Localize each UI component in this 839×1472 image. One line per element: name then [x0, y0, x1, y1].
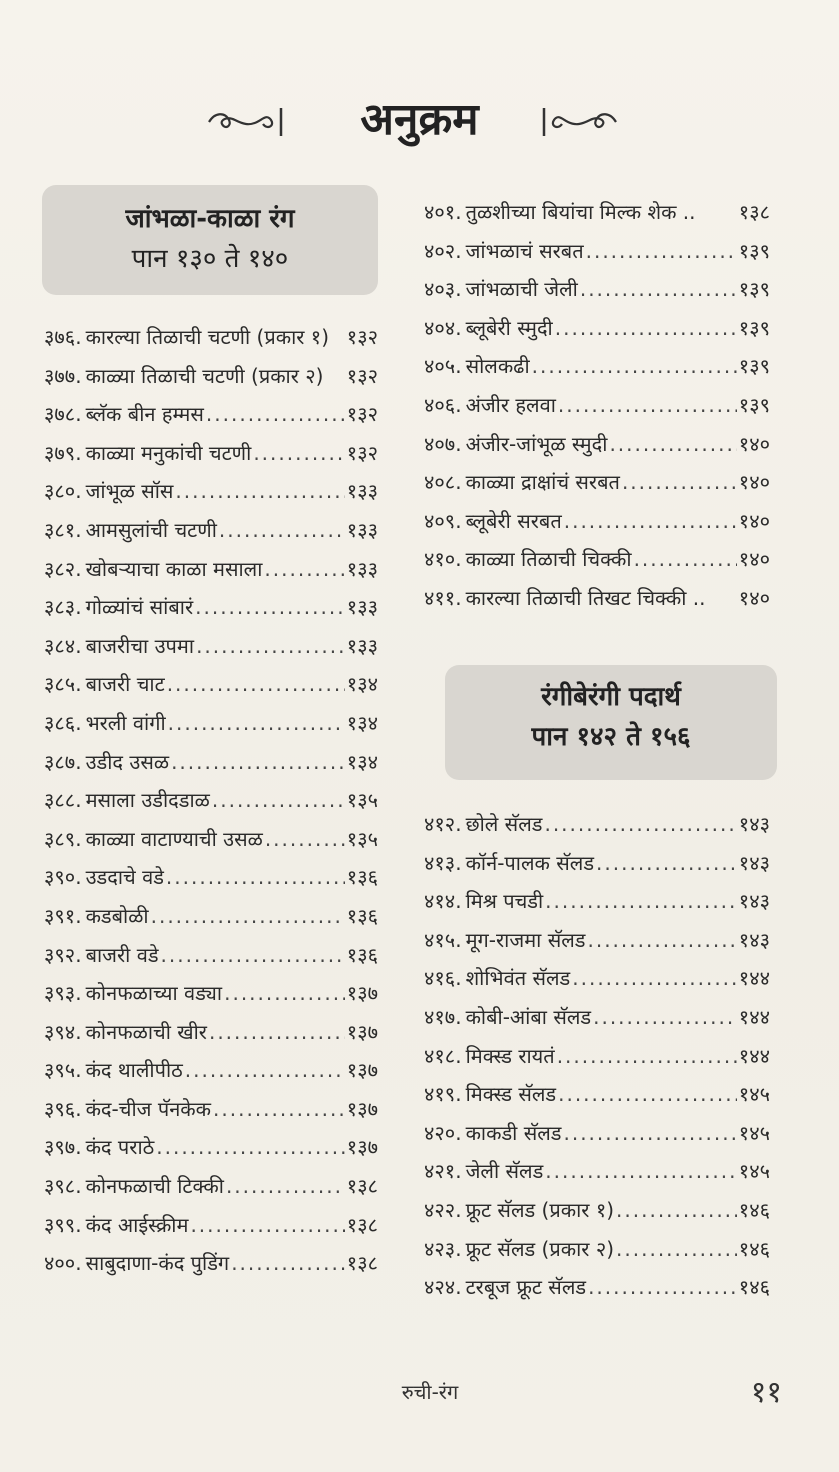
entry-title: कोनफळाची खीर: [85, 1019, 207, 1044]
dot-leader: [151, 897, 345, 936]
entry-title: काळ्या वाटाण्याची उसळ: [85, 826, 263, 851]
entry-title: कोनफळाच्या वड्या: [85, 981, 223, 1006]
toc-entry: [44, 743, 378, 782]
entry-page-number: १३२: [346, 440, 378, 465]
entry-page-number: १४६: [738, 1275, 770, 1300]
entry-title: कॉर्न-पालक सॅलड: [465, 850, 595, 875]
entry-page-number: १४३: [738, 927, 770, 952]
dot-leader: [167, 665, 345, 704]
toc-entry: [424, 502, 770, 541]
entry-page-number: १३४: [346, 749, 378, 774]
page-title: अनुक्रम: [360, 94, 479, 145]
entry-title: जांभळाचं सरबत: [465, 238, 584, 263]
entry-title: शोभिवंत सॅलड: [465, 966, 571, 991]
toc-entry: [44, 550, 378, 589]
dot-leader: [596, 844, 737, 883]
entry-number: ४१२.: [424, 812, 462, 836]
toc-entry: [424, 270, 770, 309]
toc-entry: [44, 665, 378, 704]
dot-leader: [593, 998, 737, 1037]
dot-leader: [206, 395, 345, 434]
toc-entry: [424, 1268, 770, 1307]
section-page-range: पान १४२ ते १५६: [531, 722, 691, 752]
dot-leader: [588, 1268, 737, 1307]
dot-leader: [209, 1013, 345, 1052]
toc-entry: [44, 781, 378, 820]
entry-number: ४०७.: [424, 431, 462, 456]
entry-number: ४००.: [44, 1251, 82, 1276]
dot-leader: [564, 502, 737, 541]
toc-entry: [424, 425, 770, 464]
entry-page-number: १४४: [738, 1004, 770, 1029]
entry-title: ब्लॅक बीन हम्मस: [85, 402, 204, 427]
entry-page-number: १४४: [738, 966, 770, 991]
dot-leader: [616, 1191, 737, 1230]
entry-page-number: १४३: [738, 889, 770, 914]
entry-page-number: १३७: [346, 1135, 378, 1160]
toc-entry: [44, 858, 378, 897]
entry-title: जेली सॅलड: [465, 1159, 544, 1184]
entry-number: ३९२.: [44, 942, 82, 967]
entry-title: टरबूज फ्रूट सॅलड: [465, 1275, 587, 1300]
section-heading-purple-black: [42, 185, 378, 295]
entry-number: ३७९.: [44, 440, 82, 465]
toc-entry: [44, 318, 378, 357]
entry-page-number: १३९: [738, 238, 770, 263]
toc-entry: [44, 395, 378, 434]
toc-entry: [44, 511, 378, 550]
dot-leader: [219, 511, 345, 550]
entry-title: फ्रूट सॅलड (प्रकार २): [465, 1236, 615, 1261]
toc-entry: [424, 193, 770, 232]
toc-entry: [424, 959, 770, 998]
dot-leader: [572, 959, 737, 998]
entry-title: फ्रूट सॅलड (प्रकार १): [465, 1197, 615, 1222]
dot-leader: [634, 540, 737, 579]
dot-leader: [213, 1090, 345, 1129]
dot-leader: [558, 1075, 737, 1114]
entry-number: ४०३.: [424, 277, 462, 302]
dot-leader: [264, 550, 344, 589]
toc-entry: [44, 357, 378, 396]
entry-page-number: १४०: [738, 508, 770, 533]
entry-number: ३९१.: [44, 903, 82, 928]
entry-number: ३८३.: [44, 595, 82, 620]
entry-number: ३७७.: [44, 363, 82, 388]
entry-number: ३९९.: [44, 1212, 82, 1237]
toc-entry: [44, 1128, 378, 1167]
entry-title: जांभूळ सॉस: [85, 479, 174, 504]
entry-title: काकडी सॅलड: [465, 1120, 562, 1145]
entry-page-number: १३३: [346, 479, 378, 504]
toc-entry: [424, 1152, 770, 1191]
entry-page-number: १३६: [346, 865, 378, 890]
entry-title: सोलकढी: [465, 354, 530, 379]
dot-leader: [224, 974, 345, 1013]
entry-number: ३८२.: [44, 556, 82, 581]
left-column: [42, 185, 382, 295]
toc-entry: [44, 820, 378, 859]
entry-number: ४११.: [424, 585, 462, 610]
entry-page-number: १३६: [346, 903, 378, 928]
dot-leader: [185, 1051, 345, 1090]
entry-page-number: १३३: [346, 633, 378, 658]
entry-number: ३८५.: [44, 672, 82, 697]
entry-page-number: १३८: [346, 1174, 378, 1199]
toc-entry: [44, 1206, 378, 1245]
section-title: जांभळा-काळा रंग: [125, 204, 295, 234]
entry-page-number: १३७: [346, 1019, 378, 1044]
entry-page-number: १३४: [346, 710, 378, 735]
entry-number: ४०५.: [424, 354, 462, 379]
entry-title: साबुदाणा-कंद पुडिंग: [85, 1251, 230, 1276]
entry-title: तुळशीच्या बियांचा मिल्क शेक ..: [465, 200, 696, 224]
entry-page-number: १३९: [738, 354, 770, 379]
toc-entry: [44, 472, 378, 511]
toc-entry: [44, 627, 378, 666]
dot-leader: [171, 743, 345, 782]
entry-page-number: १४५: [738, 1159, 770, 1184]
entry-number: ४२०.: [424, 1120, 462, 1145]
entry-title: बाजरी वडे: [85, 942, 159, 967]
toc-entry: [44, 704, 378, 743]
entry-title: छोले सॅलड: [465, 812, 543, 836]
entry-page-number: १४६: [738, 1197, 770, 1222]
entry-number: ४१९.: [424, 1082, 462, 1107]
dot-leader: [545, 1152, 737, 1191]
toc-list-left: [44, 318, 378, 1283]
toc-entry: [44, 1013, 378, 1052]
entry-page-number: १३७: [346, 1058, 378, 1083]
toc-entry: [44, 1090, 378, 1129]
entry-page-number: १३५: [346, 826, 378, 851]
entry-number: ४१०.: [424, 547, 462, 572]
entry-title: बाजरीचा उपमा: [85, 633, 195, 658]
entry-number: ४२४.: [424, 1275, 462, 1300]
dot-leader: [586, 232, 737, 271]
entry-number: ४०२.: [424, 238, 462, 263]
dot-leader: [532, 347, 737, 386]
entry-page-number: १४०: [738, 431, 770, 456]
entry-title: गोळ्यांचं सांबारं: [85, 595, 194, 620]
entry-title: कंद पराठे: [85, 1135, 155, 1160]
entry-number: ३९४.: [44, 1019, 82, 1044]
entry-title: कोनफळाची टिक्की: [85, 1174, 224, 1199]
entry-page-number: १३८: [346, 1212, 378, 1237]
entry-title: आमसुलांची चटणी: [85, 517, 217, 542]
dot-leader: [545, 882, 737, 921]
entry-title: अंजीर-जांभूळ स्मुदी: [465, 431, 608, 456]
dot-leader: [231, 1244, 345, 1283]
entry-title: उडीद उसळ: [85, 749, 170, 774]
entry-number: ३९६.: [44, 1096, 82, 1121]
entry-title: भरली वांगी: [85, 710, 166, 735]
entry-title: कारल्या तिळाची तिखट चिक्की ..: [465, 585, 706, 610]
dot-leader: [587, 921, 736, 960]
entry-title: काळ्या मनुकांची चटणी: [85, 440, 252, 465]
entry-page-number: १४३: [738, 850, 770, 875]
section-title: रंगीबेरंगी पदार्थ: [541, 682, 681, 712]
dot-leader: [265, 820, 345, 859]
toc-entry: [424, 232, 770, 271]
toc-entry: [44, 588, 378, 627]
toc-list-right-bottom: [424, 805, 770, 1307]
dot-leader: [580, 270, 737, 309]
entry-number: ३८७.: [44, 749, 82, 774]
entry-title: कोबी-आंबा सॅलड: [465, 1004, 592, 1029]
section-heading-colorful: [445, 665, 777, 780]
entry-page-number: १३८: [738, 200, 770, 224]
entry-page-number: १४०: [738, 470, 770, 495]
toc-entry: [424, 882, 770, 921]
entry-number: ४१४.: [424, 889, 462, 914]
dot-leader: [195, 588, 345, 627]
entry-page-number: १३८: [346, 1251, 378, 1276]
toc-entry: [424, 1230, 770, 1269]
entry-number: ४०८.: [424, 470, 462, 495]
entry-title: कंद थालीपीठ: [85, 1058, 183, 1083]
entry-number: ३८६.: [44, 710, 82, 735]
entry-number: ४१५.: [424, 927, 462, 952]
toc-entry: [424, 1037, 770, 1076]
dot-leader: [212, 781, 345, 820]
entry-page-number: १४५: [738, 1082, 770, 1107]
entry-title: ब्लूबेरी सरबत: [465, 508, 562, 533]
toc-entry: [44, 1244, 378, 1283]
entry-number: ४०६.: [424, 392, 462, 417]
entry-title: ब्लूबेरी स्मुदी: [465, 315, 553, 340]
entry-page-number: १४४: [738, 1043, 770, 1068]
entry-page-number: १३५: [346, 788, 378, 813]
entry-number: ४०९.: [424, 508, 462, 533]
entry-page-number: १३२: [346, 402, 378, 427]
entry-page-number: १३७: [346, 981, 378, 1006]
toc-entry: [44, 1167, 378, 1206]
entry-page-number: १३९: [738, 315, 770, 340]
entry-number: ३७८.: [44, 402, 82, 427]
entry-title: कारल्या तिळाची चटणी (प्रकार १): [85, 325, 329, 349]
dot-leader: [555, 309, 737, 348]
entry-title: काळ्या तिळाची चिक्की: [465, 547, 632, 572]
entry-number: ४२३.: [424, 1236, 462, 1261]
entry-title: मिश्र पचडी: [465, 889, 544, 914]
dot-leader: [190, 1206, 344, 1245]
entry-page-number: १३९: [738, 392, 770, 417]
dot-leader: [563, 1114, 736, 1153]
entry-page-number: १३३: [346, 517, 378, 542]
toc-entry: [44, 974, 378, 1013]
entry-number: ३९८.: [44, 1174, 82, 1199]
entry-number: ४१७.: [424, 1004, 462, 1029]
entry-title: खोबऱ्याचा काळा मसाला: [85, 556, 263, 581]
entry-number: ३९३.: [44, 981, 82, 1006]
toc-entry: [424, 579, 770, 618]
toc-entry: [424, 309, 770, 348]
entry-title: कडबोळी: [85, 903, 149, 928]
entry-page-number: १३७: [346, 1096, 378, 1121]
entry-title: जांभळाची जेली: [465, 277, 578, 302]
entry-title: काळ्या द्राक्षांचं सरबत: [465, 470, 620, 495]
dot-leader: [609, 425, 736, 464]
footer-page-number: ११: [750, 1375, 782, 1410]
page-header: [0, 88, 839, 158]
dot-leader: [196, 627, 345, 666]
entry-page-number: १३३: [346, 556, 378, 581]
entry-number: ३९०.: [44, 865, 82, 890]
toc-list-right-top: [424, 193, 770, 618]
entry-number: ४२२.: [424, 1197, 462, 1222]
entry-page-number: १३६: [346, 942, 378, 967]
dot-leader: [175, 472, 344, 511]
entry-title: बाजरी चाट: [85, 672, 165, 697]
entry-number: ३९७.: [44, 1135, 82, 1160]
footer-book-title: रुची-रंग: [401, 1380, 459, 1404]
toc-entry: [424, 540, 770, 579]
entry-page-number: १४३: [738, 812, 770, 836]
toc-entry: [424, 347, 770, 386]
dot-leader: [622, 463, 737, 502]
entry-number: ४१८.: [424, 1043, 462, 1068]
entry-page-number: १४०: [738, 585, 770, 610]
toc-entry: [44, 897, 378, 936]
toc-entry: [424, 386, 770, 425]
entry-title: मसाला उडीदडाळ: [85, 788, 210, 813]
entry-page-number: १३२: [346, 363, 378, 388]
entry-number: ३८४.: [44, 633, 82, 658]
entry-number: ३९५.: [44, 1058, 82, 1083]
toc-entry: [424, 921, 770, 960]
entry-title: काळ्या तिळाची चटणी (प्रकार २): [85, 363, 324, 388]
entry-title: कंद आईस्क्रीम: [85, 1212, 189, 1237]
toc-entry: [424, 463, 770, 502]
entry-number: ३७६.: [44, 325, 82, 349]
entry-number: ४०४.: [424, 315, 462, 340]
toc-entry: [424, 1114, 770, 1153]
entry-title: मिक्स्ड सॅलड: [465, 1082, 557, 1107]
dot-leader: [558, 386, 737, 425]
entry-title: मूग-राजमा सॅलड: [465, 927, 586, 952]
entry-page-number: १३४: [346, 672, 378, 697]
entry-page-number: १३२: [346, 325, 378, 349]
entry-page-number: १४५: [738, 1120, 770, 1145]
dot-leader: [161, 936, 345, 975]
toc-entry: [44, 936, 378, 975]
toc-entry: [424, 998, 770, 1037]
entry-number: ३८१.: [44, 517, 82, 542]
dot-leader: [226, 1167, 345, 1206]
entry-number: ४१६.: [424, 966, 462, 991]
entry-title: अंजीर हलवा: [465, 392, 556, 417]
entry-page-number: १४०: [738, 547, 770, 572]
dot-leader: [253, 434, 344, 473]
dot-leader: [557, 1037, 737, 1076]
entry-number: ३८०.: [44, 479, 82, 504]
entry-number: ४१३.: [424, 850, 462, 875]
entry-number: ३८९.: [44, 826, 82, 851]
entry-page-number: १३३: [346, 595, 378, 620]
toc-entry: [424, 1191, 770, 1230]
toc-entry: [424, 844, 770, 883]
entry-number: ३८८.: [44, 788, 82, 813]
entry-title: कंद-चीज पॅनकेक: [85, 1096, 212, 1121]
entry-page-number: १३९: [738, 277, 770, 302]
entry-number: ४२१.: [424, 1159, 462, 1184]
dot-leader: [168, 704, 345, 743]
entry-number: ४०१.: [424, 200, 462, 224]
toc-entry: [424, 1075, 770, 1114]
dot-leader: [156, 1128, 345, 1167]
entry-title: उडदाचे वडे: [85, 865, 164, 890]
dot-leader: [616, 1230, 737, 1269]
section-page-range: पान १३० ते १४०: [131, 244, 289, 274]
entry-page-number: १४६: [738, 1236, 770, 1261]
dot-leader: [544, 805, 736, 844]
toc-entry: [44, 1051, 378, 1090]
toc-entry: [44, 434, 378, 473]
toc-entry: [424, 805, 770, 844]
right-flourish-ornament-icon: [540, 104, 620, 140]
dot-leader: [166, 858, 345, 897]
entry-title: मिक्स्ड रायतं: [465, 1043, 555, 1068]
